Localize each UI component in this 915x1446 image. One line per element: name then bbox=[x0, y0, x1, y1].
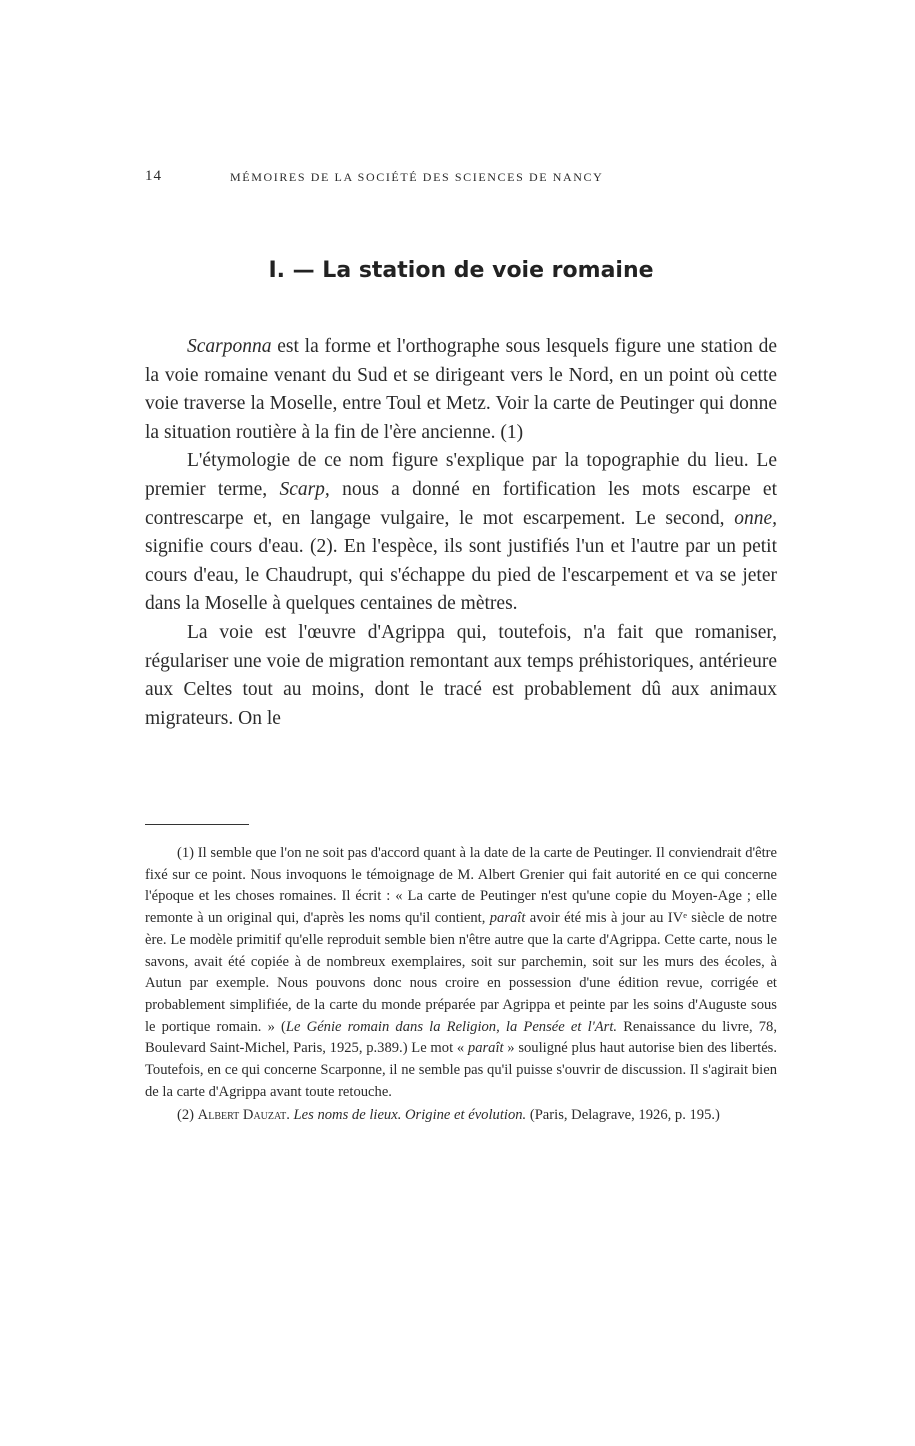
footnote-1 bbox=[145, 843, 777, 1103]
paragraph-2-text-a: L'étymologie de ce nom figure s'explique par la topographie du lieu. Le premier terme, bbox=[145, 450, 777, 500]
footnote-1-text-b: avoir été mis à jour au IVᵉ siècle de notre ère. Le modèle primitif qu'elle reproduit semble bien n'être autre que la carte d'Agrippa. Cette carte, nous le savons, avait été copiée à de nombreux exemplaires, soit sur parchemin, soit sur les murs des écoles, à Autun par exemple. Nous pouvons donc nous croire en possession d'une édition revue, corrigée et probablement simplifiée, de la carte du monde préparée par Agrippa et peinte par les soins d'Auguste sous le portique romain. » ( bbox=[145, 910, 777, 1035]
paragraph-2 bbox=[145, 447, 777, 619]
section-heading: I. — La station de voie romaine bbox=[268, 258, 654, 283]
term-scarp: Scarp, bbox=[279, 478, 330, 500]
paragraph-1 bbox=[145, 333, 777, 447]
footnote-rule bbox=[145, 824, 249, 825]
footnotes bbox=[145, 843, 777, 1127]
body-text bbox=[145, 333, 777, 733]
place-name-italic: Scarponna bbox=[187, 336, 272, 357]
paragraph-1-text: est la forme et l'orthographe sous lesquels figure une station de la voie romaine venant du Sud et se dirigeant vers le Nord, en un point où cette voie traverse la Moselle, entre Toul et Metz. Voir la carte de Peutinger qui donne la situation routière à la fin de l'ère ancienne. (1) bbox=[145, 336, 777, 443]
paragraph-2-text-c: signifie cours d'eau. (2). En l'espèce, ils sont justifiés l'un et l'autre par un petit cours d'eau, le Chaudrupt, qui s'échappe du pied de l'escarpement et va se jeter dans la Moselle à quelques centaines de mètres. bbox=[145, 536, 777, 615]
journal-title: MÉMOIRES DE LA SOCIÉTÉ DES SCIENCES DE NANCY bbox=[230, 170, 604, 184]
footnote-2-publisher: (Paris, Delagrave, 1926, p. 195.) bbox=[526, 1107, 720, 1124]
footnote-1-italic-b: paraît bbox=[467, 1040, 504, 1057]
footnote-1-text-a: (1) Il semble que l'on ne soit pas d'accord quant à la date de la carte de Peutinger. Il conviendrait d'être fixé sur ce point. Nous invoquons le témoignage de M. Albert Grenier qui fait autorité en ce qui concerne l'époque et les choses romaines. Il écrit : « La carte de Peutinger n'est qu'une copie du Moyen-Age ; elle remonte à un original qui, d'après les noms qu'il contient, bbox=[145, 845, 777, 927]
footnote-2-number: (2) bbox=[177, 1107, 198, 1124]
page-number: 14 bbox=[145, 168, 162, 184]
footnote-1-book-title: Le Génie romain dans la Religion, la Pensée et l'Art. bbox=[285, 1018, 618, 1035]
term-onne: onne, bbox=[734, 507, 777, 529]
footnote-2-author: Albert Dauzat. bbox=[197, 1107, 290, 1124]
footnote-2 bbox=[145, 1105, 777, 1127]
running-head bbox=[145, 168, 777, 188]
footnote-1-text-c: Renaissance du livre, 78, Boulevard Saint-Michel, Paris, 1925, p.389.) Le mot « bbox=[145, 1018, 778, 1057]
paragraph-2-text-b: nous a donné en fortification les mots escarpe et contrescarpe et, en langage vulgaire, le mot escarpement. Le second, bbox=[145, 478, 777, 529]
footnote-1-italic-a: paraît bbox=[489, 910, 526, 927]
footnote-2-book-title: Les noms de lieux. Origine et évolution. bbox=[289, 1107, 527, 1124]
paragraph-3 bbox=[145, 619, 777, 733]
paragraph-3-text: La voie est l'œuvre d'Agrippa qui, toutefois, n'a fait que romaniser, régulariser une voie de migration remontant aux temps préhistoriques, antérieure aux Celtes tout au moins, dont le tracé est probablement dû aux animaux migrateurs. On le bbox=[145, 621, 777, 729]
footnote-1-text-d: » souligné plus haut autorise bien des libertés. Toutefois, en ce qui concerne Scarponne, il ne semble pas qu'il puisse s'ouvrir de discussion. Il s'agirait bien de la carte d'Agrippa avant toute retouche. bbox=[145, 1040, 777, 1100]
